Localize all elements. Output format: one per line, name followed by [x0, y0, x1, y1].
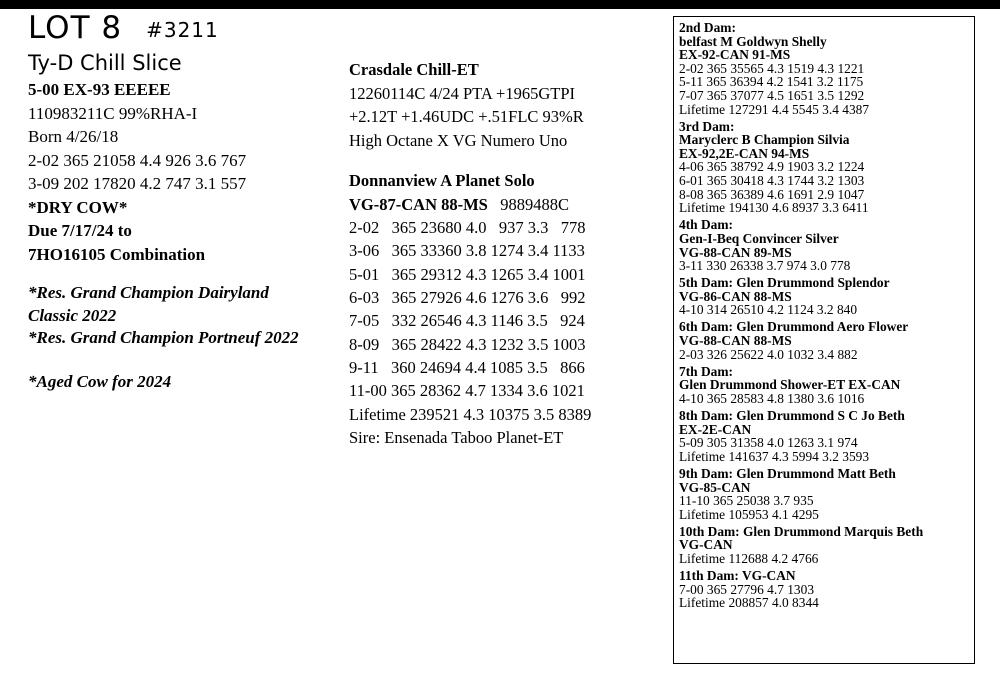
pedigree-dam-heading: 5th Dam: Glen Drummond Splendor — [679, 275, 890, 291]
pedigree-dam-record: 7-07 365 37077 4.5 1651 3.5 1292 — [679, 87, 865, 103]
dam-record: 9-11 360 24694 4.4 1085 3.5 866 — [349, 357, 585, 377]
pedigree-dam-info: belfast M Goldwyn Shelly — [679, 33, 827, 49]
pedigree-dam-info: EX-92-CAN 91-MS — [679, 47, 791, 63]
dam-record: 5-01 365 29312 4.3 1265 3.4 1001 — [349, 264, 586, 284]
cow-honor: *Res. Grand Champion Portneuf 2022 — [28, 328, 299, 347]
dam-record: 2-02 365 23680 4.0 937 3.3 778 — [349, 218, 586, 238]
pedigree-dam-record: Lifetime 127291 4.4 5545 3.4 4387 — [679, 101, 870, 117]
sire-line: +2.12T +1.46UDC +.51FLC 93%R — [349, 107, 584, 127]
pedigree-dam-heading: 8th Dam: Glen Drummond S C Jo Beth — [679, 408, 905, 424]
dam-record: 8-09 365 28422 4.3 1232 3.5 1003 — [349, 334, 586, 354]
cow-born: Born 4/26/18 — [28, 127, 119, 146]
pedigree-dam-info: VG-86-CAN 88-MS — [679, 288, 792, 304]
dam-sire: Sire: Ensenada Taboo Planet-ET — [349, 427, 564, 447]
lot-header — [28, 10, 348, 46]
pedigree-dam-info: VG-85-CAN — [679, 479, 751, 495]
cow-registration: 110983211C 99%RHA-I — [28, 103, 198, 123]
pedigree-dam-info: VG-CAN — [679, 537, 733, 553]
sire-dam-details — [349, 58, 669, 449]
cow-service-sire: 7HO16105 Combination — [28, 244, 206, 264]
pedigree-dam-heading: 4th Dam: — [679, 217, 733, 233]
pedigree-dam-record: 8-08 365 36389 4.6 1691 2.9 1047 — [679, 186, 865, 202]
pedigree-dam-record: Lifetime 141637 4.3 5994 3.2 3593 — [679, 448, 870, 464]
pedigree-dam-entry — [679, 467, 969, 521]
pedigree-dam-entry — [679, 120, 969, 215]
pedigree-dam-info: EX-2E-CAN — [679, 421, 752, 437]
cow-record: 3-09 202 17820 4.2 747 3.1 557 — [28, 174, 247, 193]
pedigree-dam-heading: 6th Dam: Glen Drummond Aero Flower — [679, 319, 909, 335]
pedigree-dam-record: 5-11 365 36394 4.2 1541 3.2 1175 — [679, 74, 864, 90]
pedigree-box — [673, 16, 975, 664]
pedigree-dam-record: 6-01 365 30418 4.3 1744 3.2 1303 — [679, 173, 865, 189]
pedigree-dam-record: Lifetime 194130 4.6 8937 3.3 6411 — [679, 200, 869, 216]
pedigree-dam-record: 4-10 365 28583 4.8 1380 3.6 1016 — [679, 390, 865, 406]
dam-name: Donnanview A Planet Solo — [349, 170, 535, 190]
pedigree-dam-record: 2-02 365 35565 4.3 1519 4.3 1221 — [679, 60, 865, 76]
pedigree-dam-entry — [679, 320, 969, 361]
dam-classification: VG-87-CAN 88-MS — [349, 194, 488, 214]
dam-lifetime: Lifetime 239521 4.3 10375 3.5 8389 — [349, 404, 592, 424]
pedigree-dam-entry — [679, 365, 969, 406]
pedigree-dam-entry — [679, 525, 969, 566]
pedigree-dam-record: Lifetime 105953 4.1 4295 — [679, 506, 819, 522]
pedigree-dam-record: 7-00 365 27796 4.7 1303 — [679, 581, 815, 597]
pedigree-dam-info: VG-88-CAN 88-MS — [679, 333, 792, 349]
sire-line: 12260114C 4/24 PTA +1965GTPI — [349, 84, 576, 103]
pedigree-dam-record: Lifetime 208857 4.0 8344 — [679, 595, 819, 611]
pedigree-dam-entry — [679, 569, 969, 610]
dam-record: 3-06 365 33360 3.8 1274 3.4 1133 — [349, 241, 585, 261]
pedigree-dam-record: Lifetime 112688 4.2 4766 — [679, 550, 819, 566]
pedigree-dam-record: 4-10 314 26510 4.2 1124 3.2 840 — [679, 302, 858, 318]
pedigree-dam-info: Gen-I-Beq Convincer Silver — [679, 230, 839, 246]
dam-record: 6-03 365 27926 4.6 1276 3.6 992 — [349, 288, 586, 308]
top-rule — [0, 0, 1000, 9]
pedigree-dam-record: 4-06 365 38792 4.9 1903 3.2 1224 — [679, 159, 865, 175]
pedigree-dam-info: Maryclerc B Champion Silvia — [679, 132, 850, 148]
cow-note: *Aged Cow for 2024 — [28, 371, 172, 391]
lot-title: LOT 8 — [28, 10, 123, 46]
dam-record: 11-00 365 28362 4.7 1334 3.6 1021 — [349, 381, 585, 401]
pedigree-dam-heading: 3rd Dam: — [679, 118, 735, 134]
cow-status: *DRY COW* — [28, 197, 128, 217]
cow-classification: 5-00 EX-93 EEEEE — [28, 80, 171, 99]
pedigree-dam-heading: 11th Dam: VG-CAN — [679, 568, 796, 584]
pedigree-dam-record: 2-03 326 25622 4.0 1032 3.4 882 — [679, 346, 858, 362]
pedigree-dam-record: 11-10 365 25038 3.7 935 — [679, 493, 814, 509]
cow-honor: *Res. Grand Champion Dairyland — [28, 283, 269, 302]
pedigree-dam-heading: 10th Dam: Glen Drummond Marquis Beth — [679, 523, 924, 539]
pedigree-dam-record: 5-09 305 31358 4.0 1263 3.1 974 — [679, 435, 858, 451]
pedigree-dam-heading: 7th Dam: — [679, 363, 733, 379]
pedigree-list — [679, 21, 969, 610]
dam-registration: 9889488C — [500, 194, 569, 214]
pedigree-dam-info: EX-92,2E-CAN 94-MS — [679, 145, 810, 161]
pedigree-dam-heading: 2nd Dam: — [679, 20, 736, 35]
lot-details — [28, 10, 348, 393]
pedigree-dam-heading: 9th Dam: Glen Drummond Matt Beth — [679, 465, 896, 481]
dam-classification-line — [349, 193, 669, 216]
pedigree-dam-entry — [679, 218, 969, 272]
sire-line: High Octane X VG Numero Uno — [349, 130, 568, 150]
pedigree-dam-entry — [679, 21, 969, 116]
dam-record: 7-05 332 26546 4.3 1146 3.5 924 — [349, 311, 585, 331]
cow-record: 2-02 365 21058 4.4 926 3.6 767 — [28, 150, 247, 170]
lot-number: #3211 — [146, 18, 219, 42]
pedigree-dam-record: 3-11 330 26338 3.7 974 3.0 778 — [679, 258, 851, 274]
cow-honor: Classic 2022 — [28, 305, 117, 325]
pedigree-dam-info: VG-88-CAN 89-MS — [679, 244, 792, 260]
cow-name: Ty-D Chill Slice — [28, 51, 182, 75]
pedigree-dam-entry — [679, 409, 969, 463]
cow-due-date: Due 7/17/24 to — [28, 221, 132, 240]
pedigree-dam-entry — [679, 276, 969, 317]
pedigree-dam-info: Glen Drummond Shower-ET EX-CAN — [679, 377, 901, 393]
sire-name: Crasdale Chill-ET — [349, 60, 479, 79]
